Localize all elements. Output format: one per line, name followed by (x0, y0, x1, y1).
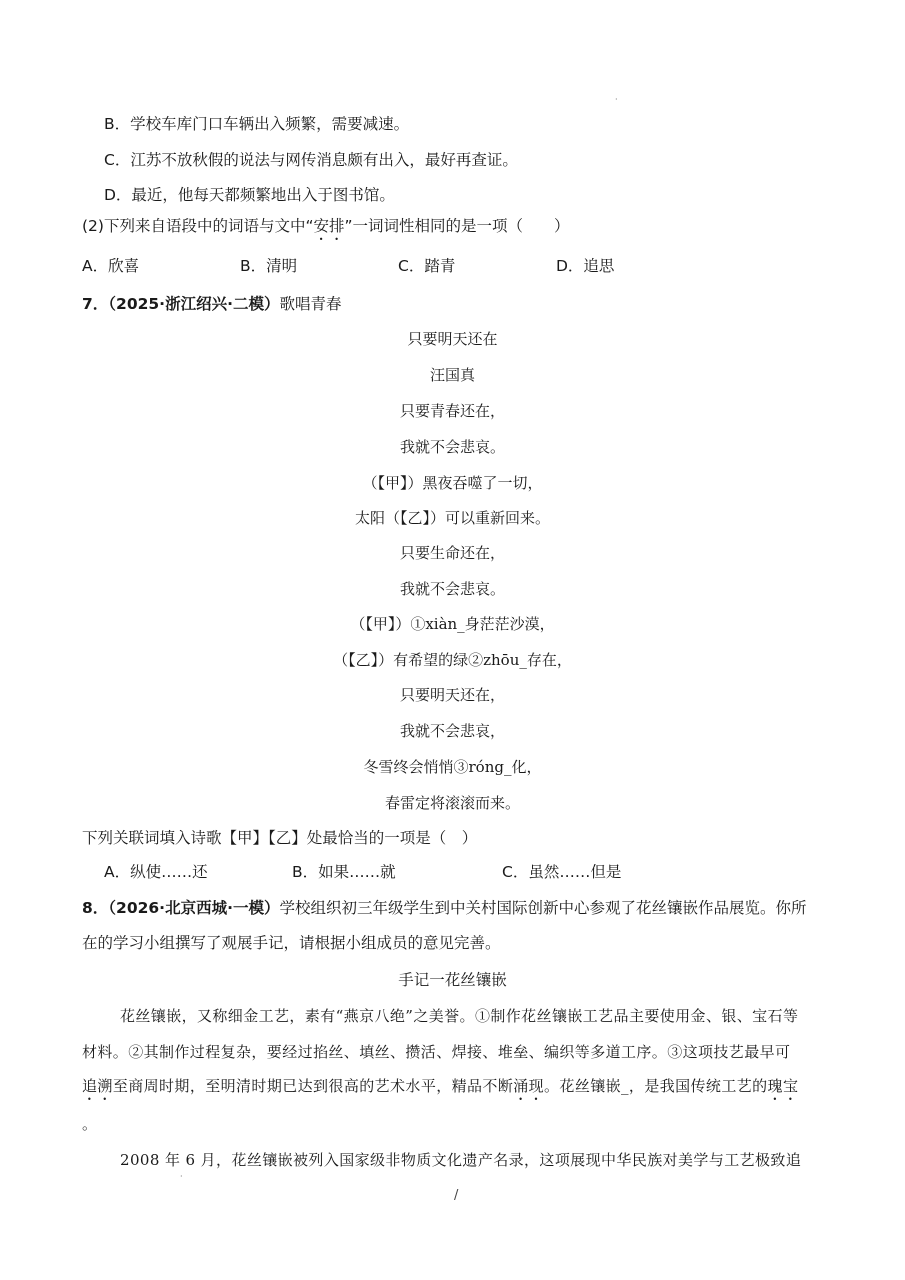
poem-line: 只要明天还在， (399, 686, 505, 704)
q7-question: 下列关联词填入诗歌【甲】【乙】处最恰当的一项是（ ） (82, 829, 478, 847)
scan-speck: · (180, 1172, 183, 1181)
poem-line: 我就不会悲哀。 (399, 580, 505, 598)
q8-number: 8． (82, 899, 109, 917)
q6-sub2-emphasized-word: 安排 (313, 217, 345, 235)
poem-line: （【甲】）黑夜吞噬了一切， (362, 474, 543, 492)
q6-option-d: D．最近，他每天都频繁地出入于图书馆。 (104, 186, 395, 204)
poem-line: 春雷定将滚滚而来。 (384, 794, 520, 812)
q8-para1-line4: 。 (82, 1115, 98, 1133)
q6-sub2-option-c: C．踏青 (398, 257, 456, 275)
q8-para1-line3 (82, 1076, 798, 1104)
poem-author: 汪国真 (429, 366, 475, 384)
scan-speck: · (615, 95, 618, 104)
q7-option-a: A．纵使……还 (104, 863, 208, 881)
emphasized-word-yongxian: 涌现 (513, 1077, 545, 1095)
poem-line: 我就不会悲哀。 (399, 438, 505, 456)
poem-line: （【乙】）有希望的绿②zhōu_存在， (333, 651, 572, 669)
q6-sub2-option-b: B．清明 (240, 257, 298, 275)
q8-source: （2026·北京西城·一模） (108, 899, 280, 917)
q8-para2-line1: 2008 年 6 月，花丝镶嵌被列入国家级非物质文化遗产名录，这项展现中华民族对美学与工艺极致追 (120, 1151, 802, 1169)
q7-header (82, 294, 341, 314)
para-text: 至商周时期，至明清时期已达到很高的艺术水平，精品不断 (112, 1077, 514, 1095)
q6-option-c: C．江苏不放秋假的说法与网传消息颇有出入，最好再查证。 (104, 151, 518, 169)
q8-intro-line2: 在的学习小组撰写了观展手记，请根据小组成员的意见完善。 (82, 934, 501, 952)
poem-line: 只要生命还在， (399, 544, 505, 562)
emphasized-word-zhuisu: 追溯 (82, 1077, 113, 1095)
q8-para1-line1: 花丝镶嵌，又称细金工艺，素有“燕京八绝”之美誉。①制作花丝镶嵌工艺品主要使用金、银、宝石等 (120, 1007, 799, 1025)
q6-sub2-option-a: A．欣喜 (82, 257, 140, 275)
q7-option-b: B．如果……就 (292, 863, 396, 881)
q7-source: （2025·浙江绍兴·二模） (108, 295, 280, 313)
poem-line: 冬雪终会悄悄③róng_化， (363, 758, 542, 776)
q8-intro-line1 (82, 898, 806, 918)
q7-number: 7． (82, 295, 109, 313)
q7-option-c: C．虽然……但是 (502, 863, 622, 881)
q8-intro-text: 学校组织初三年级学生到中关村国际创新中心参观了花丝镶嵌作品展览。你所 (279, 899, 807, 917)
q8-heading: 手记一花丝镶嵌 (398, 971, 507, 989)
q6-sub2-stem (82, 216, 570, 244)
poem-line: 太阳（【乙】）可以重新回来。 (354, 509, 550, 527)
para-text: 。花丝镶嵌_，是我国传统工艺的 (544, 1077, 768, 1095)
poem-line: 我就不会悲哀， (399, 722, 505, 740)
q6-option-b: B．学校车库门口车辆出入频繁，需要减速。 (104, 115, 410, 133)
poem-line: （【甲】）①xiàn_身茫茫沙漠， (350, 615, 555, 633)
q8-para1-line2: 材料。②其制作过程复杂，要经过掐丝、填丝、攒活、焊接、堆垒、编织等多道工序。③这项技艺最早可 (82, 1043, 791, 1061)
q6-sub2-before: (2)下列来自语段中的词语与文中“ (82, 217, 314, 235)
q6-sub2-option-d: D．追思 (556, 257, 615, 275)
q6-sub2-after: ”一词词性相同的是一项（ ） (344, 217, 570, 235)
emphasized-word-guibao: 瑰宝 (767, 1077, 799, 1095)
poem-title: 只要明天还在 (407, 330, 498, 348)
footer-mark: / (454, 1188, 459, 1203)
poem-line: 只要青春还在， (399, 402, 505, 420)
q7-title: 歌唱青春 (279, 295, 342, 313)
